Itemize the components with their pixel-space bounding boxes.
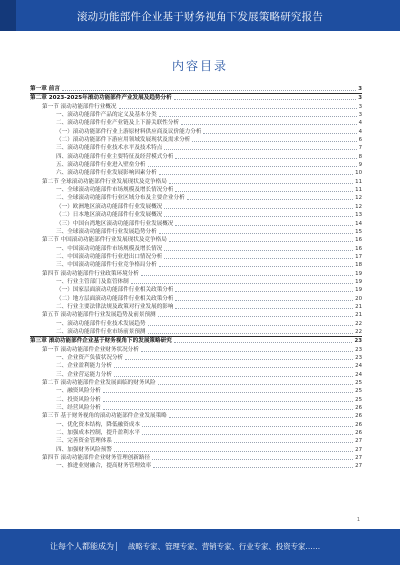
toc-entry-text: 一、企业资产负债状况分析 bbox=[56, 355, 124, 361]
toc-entry-text: 四、加强财务风险预警 bbox=[56, 446, 112, 453]
toc-entry-page: 27 bbox=[355, 463, 362, 470]
toc-entry[interactable] bbox=[30, 119, 362, 127]
toc-entry-text: 一、中国滚动功能部件市场规模及增长情况 bbox=[56, 245, 163, 252]
toc-leader-dots bbox=[62, 90, 356, 91]
toc-entry-text: 二、滚动功能部件行业市场前景预测 bbox=[56, 328, 146, 335]
toc-entry-text: 四、滚动功能部件行业主要特征及经营模式分析 bbox=[56, 153, 174, 160]
toc-entry-page: 24 bbox=[355, 363, 362, 370]
toc-entry-text: 第一章 前言 bbox=[30, 86, 60, 92]
toc-leader-dots bbox=[114, 442, 353, 443]
toc-entry[interactable] bbox=[30, 253, 362, 261]
toc-entry-text: （一）滚动功能部件行业上游原材料供应商及议价能力分析 bbox=[56, 128, 202, 135]
toc-leader-dots bbox=[159, 266, 353, 267]
toc-entry[interactable] bbox=[30, 186, 362, 194]
toc-leader-dots bbox=[181, 124, 357, 125]
toc-entry[interactable] bbox=[30, 153, 362, 161]
toc-entry-page: 21 bbox=[355, 303, 362, 310]
toc-entry[interactable] bbox=[30, 362, 362, 370]
toc-entry[interactable] bbox=[30, 203, 362, 211]
toc-leader-dots bbox=[125, 359, 353, 360]
toc-entry-page: 13 bbox=[355, 212, 362, 219]
toc-entry-page: 6 bbox=[358, 137, 362, 144]
toc-entry-page: 4 bbox=[358, 128, 362, 135]
toc-entry[interactable] bbox=[30, 111, 362, 119]
toc-leader-dots bbox=[164, 250, 353, 251]
toc-entry-text: 一、融资风险分析 bbox=[56, 388, 101, 395]
toc-entry-page: 23 bbox=[355, 355, 362, 361]
footer-bar bbox=[0, 529, 400, 565]
toc-entry-page: 20 bbox=[355, 295, 362, 302]
toc-leader-dots bbox=[141, 275, 353, 276]
toc-entry[interactable] bbox=[30, 270, 362, 278]
toc-entry[interactable] bbox=[30, 144, 362, 152]
toc-leader-dots bbox=[148, 333, 353, 334]
toc-leader-dots bbox=[158, 316, 353, 317]
toc-entry-text: （一）国家层面滚动功能部件行业相关政策分析 bbox=[56, 287, 174, 294]
toc-entry-text: 第四节 滚动功能部件企业财务管理创新路径 bbox=[42, 455, 151, 462]
toc-leader-dots bbox=[103, 409, 353, 410]
toc-entry-text: 第二章 2023-2025年滚动功能部件产业发展及趋势分析 bbox=[30, 95, 172, 102]
toc-leader-dots bbox=[152, 459, 353, 460]
toc-entry-text: 一、推进业财融合，提高财务管理效率 bbox=[56, 463, 152, 470]
toc-entry-text: 三、中国滚动功能部件行业竞争格局分析 bbox=[56, 262, 157, 269]
toc-leader-dots bbox=[175, 300, 353, 301]
toc-entry-page: 9 bbox=[358, 162, 362, 169]
toc-leader-dots bbox=[169, 417, 353, 418]
toc-entry[interactable] bbox=[30, 387, 362, 395]
toc-leader-dots bbox=[159, 116, 357, 117]
report-header-bar bbox=[0, 0, 400, 31]
toc-heading: 内容目录 bbox=[171, 59, 228, 73]
toc-entry[interactable] bbox=[30, 354, 362, 362]
toc-entry[interactable] bbox=[30, 136, 362, 144]
toc-entry-text: （一）欧洲地区滚动功能部件行业发展概况 bbox=[56, 203, 163, 210]
toc-leader-dots bbox=[175, 291, 353, 292]
toc-entry-text: 第二节 全球滚动功能部件行业发展现状及竞争格局 bbox=[42, 178, 167, 185]
toc-leader-dots bbox=[164, 258, 353, 259]
toc-leader-dots bbox=[148, 166, 357, 167]
toc-entry[interactable] bbox=[30, 320, 362, 328]
toc-entry-text: 一、行业主管部门及监管体制 bbox=[56, 278, 129, 285]
toc-entry-page: 11 bbox=[355, 178, 362, 185]
toc-leader-dots bbox=[175, 191, 353, 192]
toc-entry-text: 一、优化资本结构，降低融资成本 bbox=[56, 421, 140, 428]
toc-entry-text: 三、完善资金管理体系 bbox=[56, 438, 112, 445]
toc-leader-dots bbox=[164, 216, 353, 217]
toc-leader-dots bbox=[164, 208, 353, 209]
toc-entry-page: 27 bbox=[355, 455, 362, 462]
footer-slogan: 让每个人都能成为 bbox=[50, 542, 114, 551]
toc-entry[interactable] bbox=[30, 103, 362, 111]
toc-entry-page: 3 bbox=[358, 103, 362, 110]
toc-entry[interactable] bbox=[30, 85, 362, 93]
toc-entry-page: 27 bbox=[355, 438, 362, 445]
toc-entry-page: 7 bbox=[358, 145, 362, 152]
toc-entry-text: 三、滚动功能部件行业技术水平及技术特点 bbox=[56, 145, 163, 152]
toc-entry-page: 15 bbox=[355, 228, 362, 235]
toc-entry-text: 一、滚动功能部件行业技术发展趋势 bbox=[56, 320, 146, 327]
toc-entry-page: 17 bbox=[355, 253, 362, 260]
toc-entry-page: 12 bbox=[355, 195, 362, 202]
toc-leader-dots bbox=[103, 401, 353, 402]
footer-roles: 战略专家、管理专家、营销专家、行业专家、投资专家…… bbox=[128, 542, 321, 551]
toc-entry[interactable] bbox=[30, 236, 362, 244]
toc-leader-dots bbox=[203, 133, 357, 134]
toc-entry-page: 19 bbox=[355, 287, 362, 294]
toc-entry[interactable] bbox=[30, 412, 362, 420]
toc-entry-page: 25 bbox=[355, 380, 362, 387]
toc-entry-text: 二、企业盈利能力分析 bbox=[56, 363, 112, 370]
toc-entry-page: 10 bbox=[355, 170, 362, 177]
toc-entry-page: 19 bbox=[355, 278, 362, 285]
toc-leader-dots bbox=[169, 241, 353, 242]
toc-leader-dots bbox=[114, 367, 353, 368]
toc-entry-text: 五、滚动功能部件行业进入壁垒分析 bbox=[56, 162, 146, 169]
toc-entry-page: 25 bbox=[355, 388, 362, 395]
toc-entry-page: 8 bbox=[358, 153, 362, 160]
toc-entry[interactable] bbox=[30, 346, 362, 354]
toc-entry[interactable] bbox=[30, 286, 362, 294]
toc-entry-text: 三、经营风险分析 bbox=[56, 405, 101, 412]
toc-leader-dots bbox=[192, 141, 357, 142]
toc-entry-text: （二）地方层面滚动功能部件行业相关政策分析 bbox=[56, 295, 174, 302]
toc-entry-text: （二）日本地区滚动功能部件行业发展概况 bbox=[56, 212, 163, 219]
toc-entry-page: 3 bbox=[358, 112, 362, 119]
toc-entry-text: （三）中国台湾地区滚动功能部件行业发展概况 bbox=[56, 220, 174, 227]
toc-entry-text: 二、滚动功能部件行业产业链及上下游关联性分析 bbox=[56, 120, 180, 127]
toc-leader-dots bbox=[158, 384, 353, 385]
toc-entry-page: 18 bbox=[355, 262, 362, 269]
toc-entry[interactable] bbox=[30, 311, 362, 319]
report-title: 滚动功能部件企业基于财务视角下发展策略研究报告 bbox=[76, 11, 324, 23]
toc-entry[interactable] bbox=[30, 337, 362, 345]
toc-entry-text: 六、滚动功能部件行业发展影响因素分析 bbox=[56, 170, 157, 177]
toc-leader-dots bbox=[159, 174, 353, 175]
toc-leader-dots bbox=[142, 434, 353, 435]
toc-entry-text: 第四节 滚动功能部件行业政策环境分析 bbox=[42, 270, 139, 277]
toc-entry[interactable] bbox=[30, 295, 362, 303]
toc-entry-page: 14 bbox=[355, 220, 362, 227]
toc-entry-page: 23 bbox=[355, 346, 362, 353]
toc-leader-dots bbox=[174, 99, 356, 100]
toc-entry[interactable] bbox=[30, 278, 362, 286]
toc-entry[interactable] bbox=[30, 245, 362, 253]
toc-entry[interactable] bbox=[30, 178, 362, 186]
toc-entry[interactable] bbox=[30, 194, 362, 202]
toc-leader-dots bbox=[148, 325, 353, 326]
toc-entry[interactable] bbox=[30, 228, 362, 236]
toc-entry[interactable] bbox=[30, 429, 362, 437]
toc-leader-dots bbox=[114, 451, 353, 452]
toc-entry[interactable] bbox=[30, 261, 362, 269]
toc-leader-dots bbox=[174, 342, 352, 343]
toc-entry-text: 三、企业营运能力分析 bbox=[56, 371, 112, 378]
toc-entry-text: 二、行业主要法律法规及政策对行业发展的影响 bbox=[56, 303, 174, 310]
toc-entry[interactable] bbox=[30, 328, 362, 336]
toc-entry-page: 3 bbox=[358, 86, 362, 92]
toc-entry-page: 23 bbox=[354, 338, 362, 345]
toc-entry-page: 22 bbox=[355, 328, 362, 335]
toc-entry-page: 11 bbox=[355, 187, 362, 194]
toc-entry[interactable] bbox=[30, 462, 362, 470]
footer-divider bbox=[116, 542, 117, 551]
toc-entry[interactable] bbox=[30, 161, 362, 169]
toc-entry-page: 26 bbox=[355, 430, 362, 437]
toc-leader-dots bbox=[131, 283, 353, 284]
toc-leader-dots bbox=[103, 392, 353, 393]
toc-entry[interactable] bbox=[30, 371, 362, 379]
toc-entry-text: 第五节 滚动功能部件行业发展趋势及前景预测 bbox=[42, 312, 156, 319]
toc-leader-dots bbox=[175, 158, 357, 159]
toc-entry-page: 3 bbox=[358, 95, 362, 102]
toc-entry[interactable] bbox=[30, 454, 362, 462]
toc-entry-text: 一、全球滚动功能部件市场规模及增长情况分析 bbox=[56, 187, 174, 194]
toc-entry[interactable] bbox=[30, 404, 362, 412]
toc-entry[interactable] bbox=[30, 379, 362, 387]
toc-entry[interactable] bbox=[30, 94, 362, 102]
toc-entry-page: 26 bbox=[355, 405, 362, 412]
toc-entry-page: 24 bbox=[355, 371, 362, 378]
toc-entry-page: 16 bbox=[355, 245, 362, 252]
toc-entry[interactable] bbox=[30, 128, 362, 136]
toc-entry-text: 二、全球滚动功能部件行业区域分布及主要企业分析 bbox=[56, 195, 185, 202]
toc-entry[interactable] bbox=[30, 421, 362, 429]
toc-entry[interactable] bbox=[30, 396, 362, 404]
toc-entry[interactable] bbox=[30, 446, 362, 454]
toc-entry-text: 三、全球滚动功能部件行业发展趋势分析 bbox=[56, 228, 157, 235]
toc-entry-page: 26 bbox=[355, 413, 362, 420]
toc-entry-page: 27 bbox=[355, 446, 362, 453]
table-of-contents bbox=[30, 85, 362, 471]
toc-entry-page: 4 bbox=[358, 120, 362, 127]
toc-leader-dots bbox=[119, 108, 357, 109]
toc-leader-dots bbox=[169, 183, 353, 184]
toc-entry-text: 二、投资风险分析 bbox=[56, 396, 101, 403]
toc-entry[interactable] bbox=[30, 220, 362, 228]
toc-leader-dots bbox=[175, 308, 353, 309]
toc-entry-text: 第一节 滚动功能部件企业财务状况分析 bbox=[42, 346, 139, 353]
toc-entry-page: 25 bbox=[355, 396, 362, 403]
toc-entry[interactable] bbox=[30, 303, 362, 311]
toc-entry-page: 12 bbox=[355, 203, 362, 210]
toc-entry-text: 第一节 滚动功能部件行业概况 bbox=[42, 103, 117, 110]
toc-entry[interactable] bbox=[30, 437, 362, 445]
toc-leader-dots bbox=[153, 467, 353, 468]
toc-leader-dots bbox=[114, 376, 353, 377]
toc-entry-page: 26 bbox=[355, 421, 362, 428]
toc-entry[interactable] bbox=[30, 211, 362, 219]
page-number: 1 bbox=[356, 517, 360, 523]
toc-entry-page: 19 bbox=[355, 270, 362, 277]
toc-entry[interactable] bbox=[30, 169, 362, 177]
toc-leader-dots bbox=[141, 351, 353, 352]
toc-entry-text: 第二节 滚动功能部件企业发展面临的财务风险 bbox=[42, 380, 156, 387]
toc-entry-text: 第三章 滚动功能部件企业基于财务视角下的发展策略研究 bbox=[30, 338, 172, 345]
toc-entry-page: 16 bbox=[355, 237, 362, 244]
toc-leader-dots bbox=[142, 426, 353, 427]
toc-entry-page: 21 bbox=[355, 312, 362, 319]
toc-leader-dots bbox=[187, 199, 353, 200]
toc-entry-text: （二）滚动功能部件下游应用领域发展现状及需求分析 bbox=[56, 137, 191, 144]
toc-entry-text: 第三节 中国滚动功能部件行业发展现状及竞争格局 bbox=[42, 237, 167, 244]
toc-entry-text: 二、加强成本控制，提升盈利水平 bbox=[56, 430, 140, 437]
toc-leader-dots bbox=[159, 233, 353, 234]
toc-entry-text: 二、中国滚动功能部件行业进出口情况分析 bbox=[56, 253, 163, 260]
toc-entry-text: 第三节 基于财务视角的滚动功能部件企业发展策略 bbox=[42, 413, 167, 420]
toc-leader-dots bbox=[175, 225, 353, 226]
toc-entry-text: 一、滚动功能部件产品的定义及基本分类 bbox=[56, 112, 157, 119]
toc-entry-page: 22 bbox=[355, 320, 362, 327]
toc-leader-dots bbox=[164, 149, 357, 150]
